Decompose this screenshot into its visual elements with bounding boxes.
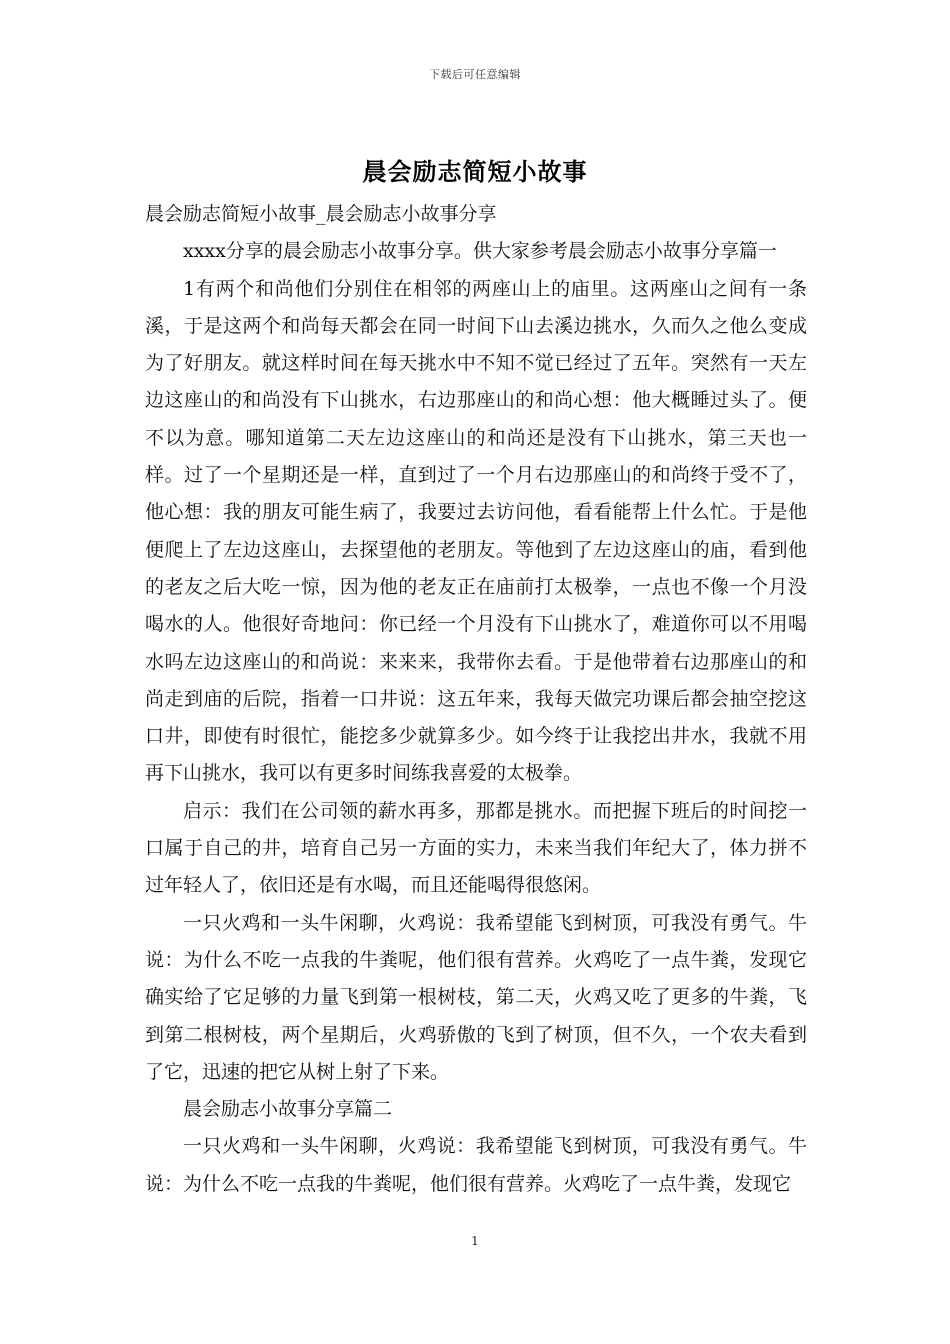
subtitle-paragraph: 晨会励志简短小故事_晨会励志小故事分享 (145, 203, 497, 225)
intro-paragraph: xxxx分享的晨会励志小故事分享。供大家参考晨会励志小故事分享篇一 (183, 240, 777, 263)
turkey-story-paragraph: 一只火鸡和一头牛闲聊，火鸡说：我希望能飞到树顶，可我没有勇气。牛说：为什么不吃一点我的牛粪呢，他们很有营养。火鸡吃了一点牛粪，发现它确实给了它足够的力量飞到第一根树枝，第二天，火鸡又吃了更多的牛粪，飞到第二根树枝，两个星期后，火鸡骄傲的飞到了树顶，但不久，一个农夫看到了它，迅速的把它从树上射了下来。 (145, 911, 807, 1083)
page-number: 1 (471, 1234, 479, 1248)
document-title: 晨会励志简短小故事 (362, 157, 588, 186)
lesson-paragraph: 启示：我们在公司领的薪水再多，那都是挑水。而把握下班后的时间挖一口属于自己的井，培育自己另一方面的实力，未来当我们年纪大了，体力拼不过年轻人了，依旧还是有水喝，而且还能喝得很悠闲。 (145, 799, 807, 897)
section-two-heading: 晨会励志小故事分享篇二 (183, 1098, 393, 1121)
header-note: 下载后可任意编辑 (429, 68, 521, 81)
document-body (145, 196, 807, 1196)
turkey-story-repeat-paragraph: 一只火鸡和一头牛闲聊，火鸡说：我希望能飞到树顶，可我没有勇气。牛说：为什么不吃一点我的牛粪呢，他们很有营养。火鸡吃了一点牛粪，发现它 (145, 1135, 807, 1195)
story-one-paragraph: 1有两个和尚他们分别住在相邻的两座山上的庙里。这两座山之间有一条溪，于是这两个和尚每天都会在同一时间下山去溪边挑水，久而久之他么变成为了好朋友。就这样时间在每天挑水中不知不觉已经过了五年。突然有一天左边这座山的和尚没有下山挑水，右边那座山的和尚心想：他大概睡过头了。便不以为意。哪知道第二天左边这座山的和尚还是没有下山挑水，第三天也一样。过了一个星期还是一样，直到过了一个月右边那座山的和尚终于受不了，他心想：我的朋友可能生病了，我要过去访问他，看看能帮上什么忙。于是他便爬上了左边这座山，去探望他的老朋友。等他到了左边这座山的庙，看到他的老友之后大吃一惊，因为他的老友正在庙前打太极拳，一点也不像一个月没喝水的人。他很好奇地问：你已经一个月没有下山挑水了，难道你可以不用喝水吗左边这座山的和尚说：来来来，我带你去看。于是他带着右边那座山的和尚走到庙的后院，指着一口井说：这五年来，我每天做完功课后都会抽空挖这口井，即使有时很忙，能挖多少就算多少。如今终于让我挖出井水，我就不用再下山挑水，我可以有更多时间练我喜爱的太极拳。 (145, 277, 807, 785)
